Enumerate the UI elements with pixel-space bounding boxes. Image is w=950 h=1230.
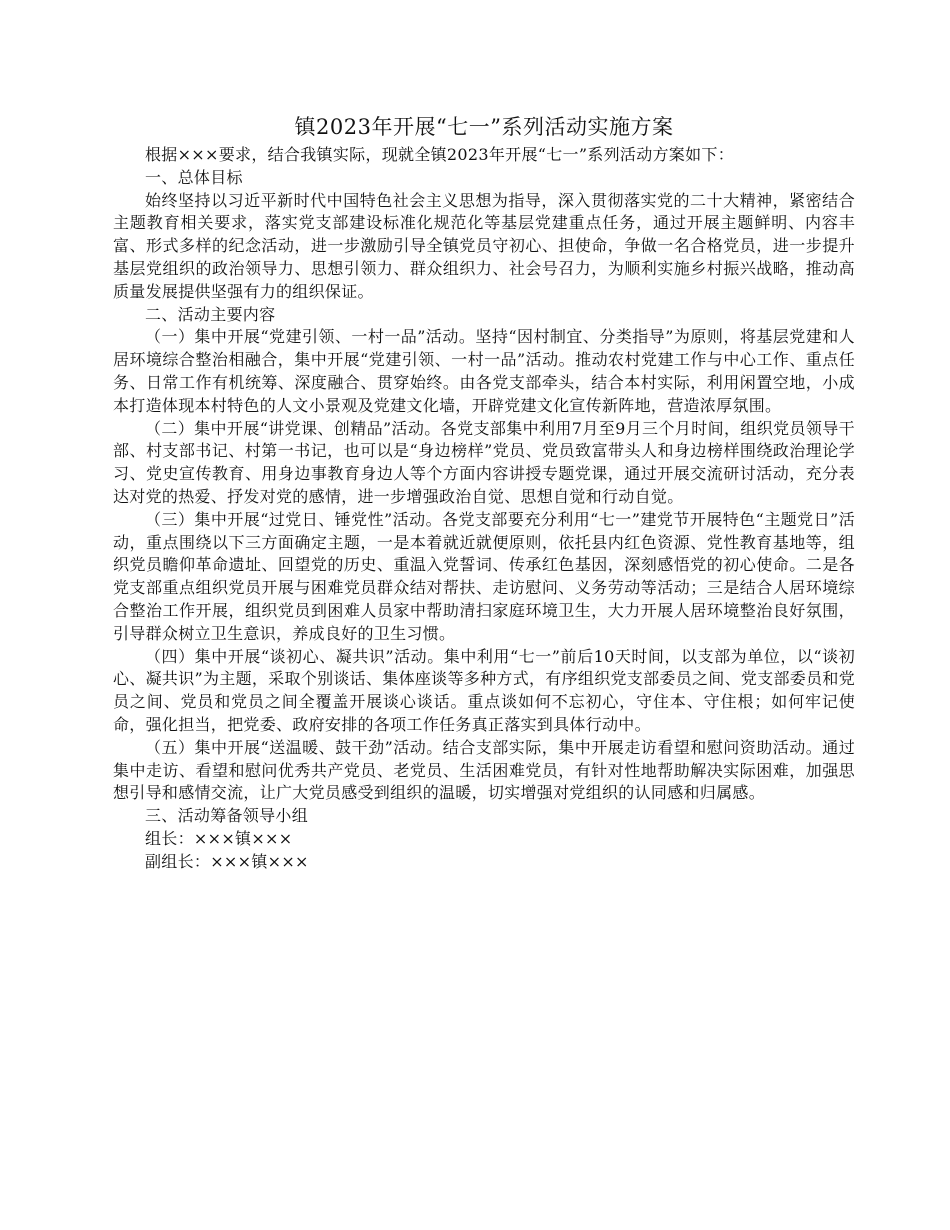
activity-paragraph-5: （五）集中开展“送温暖、鼓干劲”活动。结合支部实际，集中开展走访看望和慰问资助活动。通过集中走访、看望和慰问优秀共产党员、老党员、生活困难党员，有针对性地帮助解决实际困难，加强思想引导和感情交流，让广大党员感受到组织的温暖，切实增强对党组织的认同感和归属感。	[113, 737, 855, 803]
section-heading-goals: 一、总体目标	[145, 167, 243, 187]
activity-paragraph-1: （一）集中开展“党建引领、一村一品”活动。坚持“因村制宜、分类指导”为原则，将基层党建和人居环境综合整治相融合，集中开展“党建引领、一村一品”活动。推动农村党建工作与中心工作、重点任务、日常工作有机统筹、深度融合、贯穿始终。由各党支部牵头，结合本村实际，利用闲置空地，小成本打造体现本村特色的人文小景观及党建文化墙，开辟党建文化宣传新阵地，营造浓厚氛围。	[113, 327, 855, 415]
activity-paragraph-2: （二）集中开展“讲党课、创精品”活动。各党支部集中利用7月至9月三个月时间，组织党员领导干部、村支部书记、村第一书记，也可以是“身边榜样”党员、党员致富带头人和身边榜样围绕政治理论学习、党史宣传教育、用身边事教育身边人等个方面内容讲授专题党课，通过开展交流研讨活动，充分表达对党的热爱、抒发对党的感情，进一步增强政治自觉、思想自觉和行动自觉。	[113, 418, 855, 506]
intro-paragraph: 根据×××要求，结合我镇实际，现就全镇2023年开展“七一”系列活动方案如下：	[145, 145, 734, 164]
document-page	[113, 112, 855, 874]
deputy-leader-line: 副组长：×××镇×××	[145, 851, 309, 871]
section-heading-activities: 二、活动主要内容	[145, 304, 276, 324]
leader-line: 组长：×××镇×××	[145, 828, 293, 848]
section-heading-leadership: 三、活动筹备领导小组	[145, 806, 309, 826]
activity-paragraph-3: （三）集中开展“过党日、锤党性”活动。各党支部要充分利用“七一”建党节开展特色“主题党日”活动，重点围绕以下三方面确定主题，一是本着就近就便原则，依托县内红色资源、党性教育基地等，组织党员瞻仰革命遗址、回望党的历史、重温入党誓词、传承红色基因，深刻感悟党的初心使命。二是各党支部重点组织党员开展与困难党员群众结对帮扶、走访慰问、义务劳动等活动；三是结合人居环境综合整治工作开展，组织党员到困难人员家中帮助清扫家庭环境卫生，大力开展人居环境整治良好氛围，引导群众树立卫生意识，养成良好的卫生习惯。	[113, 509, 855, 643]
document-title: 镇2023年开展“七一”系列活动实施方案	[294, 115, 674, 139]
goals-paragraph: 始终坚持以习近平新时代中国特色社会主义思想为指导，深入贯彻落实党的二十大精神，紧密结合主题教育相关要求，落实党支部建设标准化规范化等基层党建重点任务，通过开展主题鲜明、内容丰富、形式多样的纪念活动，进一步激励引导全镇党员守初心、担使命，争做一名合格党员，进一步提升基层党组织的政治领导力、思想引领力、群众组织力、社会号召力，为顺利实施乡村振兴战略，推动高质量发展提供坚强有力的组织保证。	[113, 190, 855, 301]
activity-paragraph-4: （四）集中开展“谈初心、凝共识”活动。集中利用“七一”前后10天时间，以支部为单位，以“谈初心、凝共识”为主题，采取个别谈话、集体座谈等多种方式，有序组织党支部委员之间、党支部委员和党员之间、党员和党员之间全覆盖开展谈心谈话。重点谈如何不忘初心，守住本、守住根；如何牢记使命，强化担当，把党委、政府安排的各项工作任务真正落实到具体行动中。	[113, 646, 855, 734]
